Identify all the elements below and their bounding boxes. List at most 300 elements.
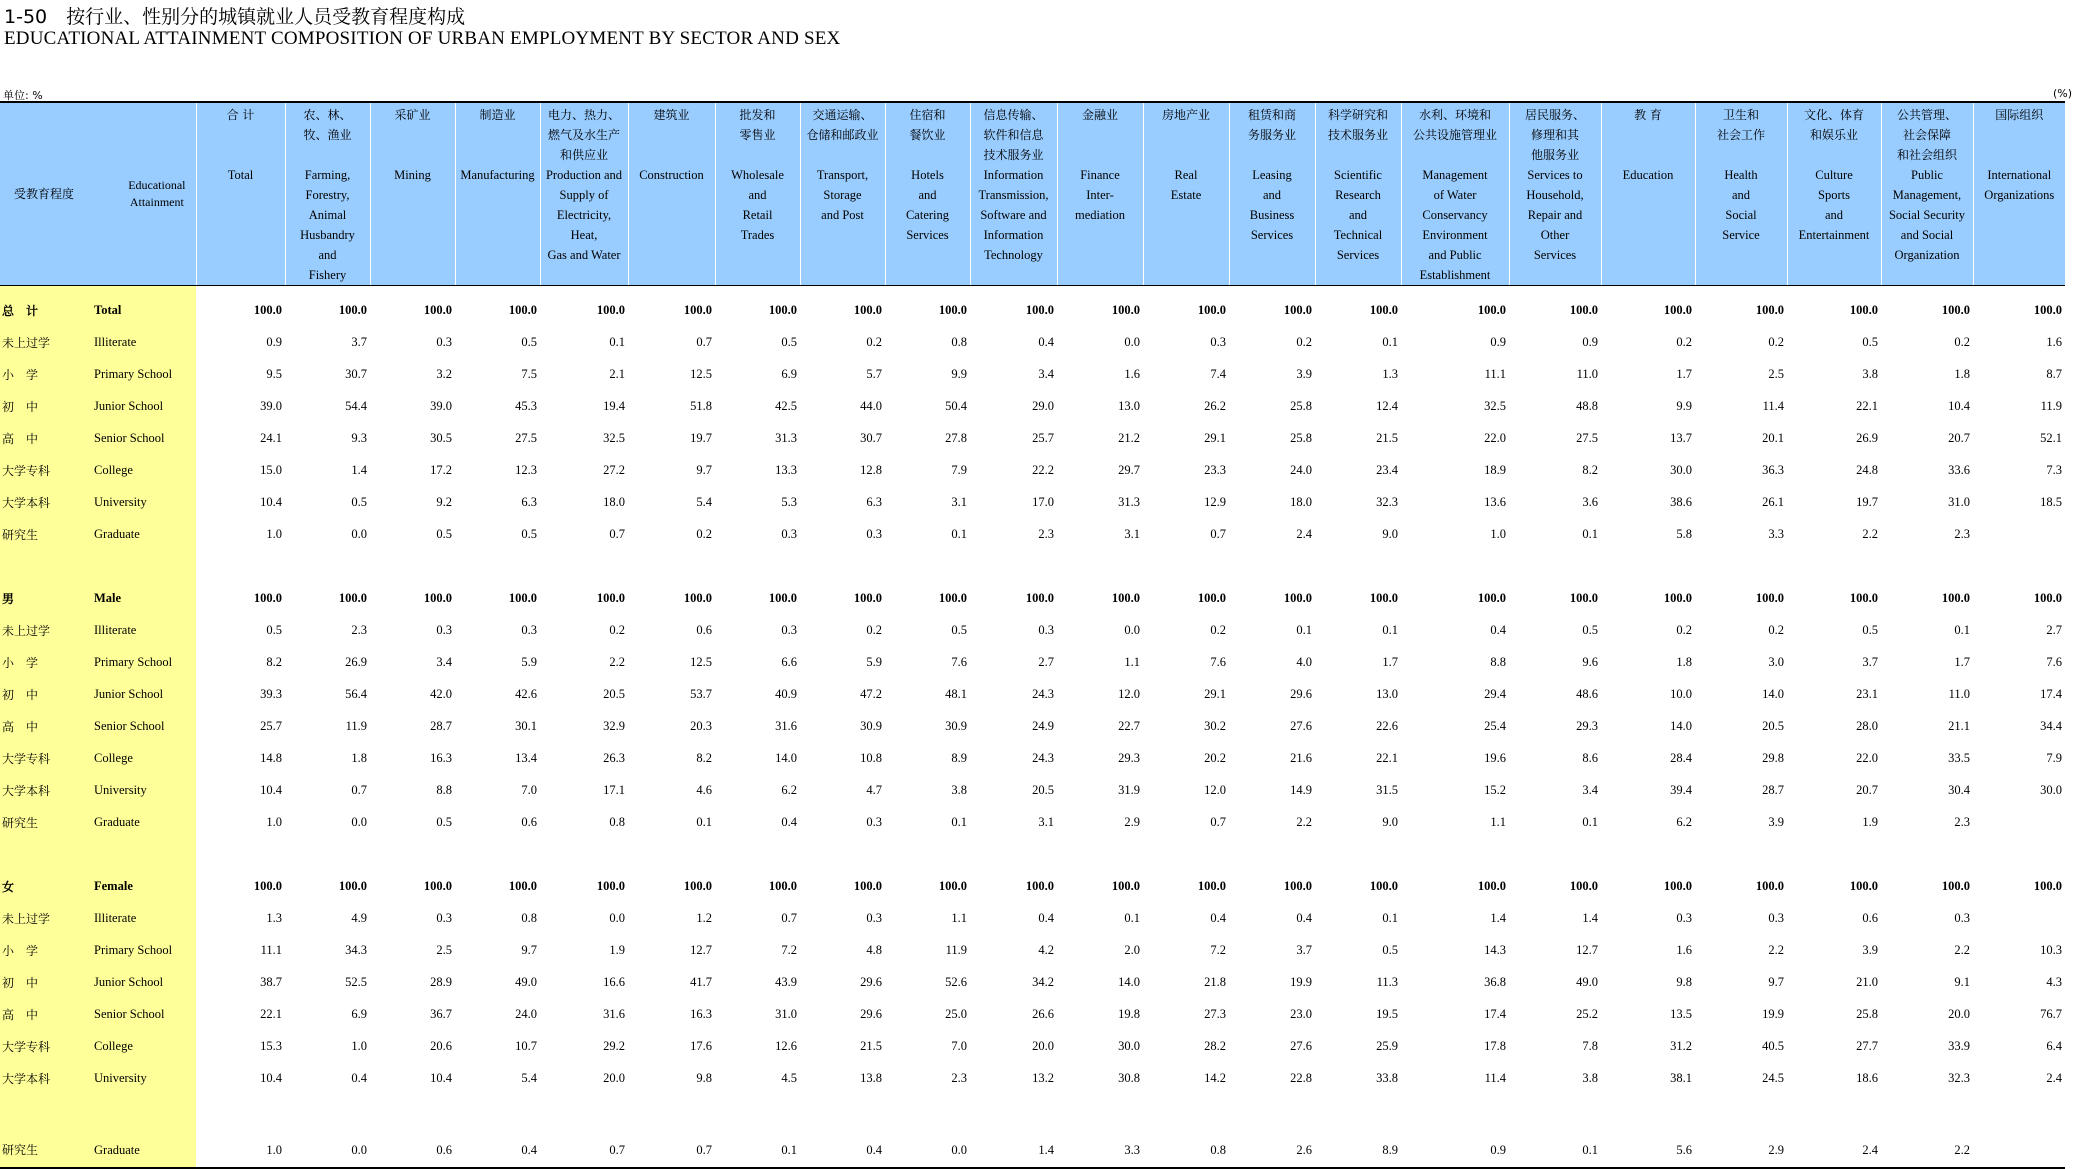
table-cell: 1.4 (970, 1094, 1057, 1168)
table-cell: 31.3 (775, 430, 797, 445)
table-cell: 27.2 (603, 462, 625, 477)
column-header-chinese: 国际组织 (1995, 108, 2044, 122)
table-cell: 31.0 (775, 1006, 797, 1021)
row-label-english: Primary School (92, 646, 196, 678)
table-cell: 25.8 (1290, 398, 1312, 413)
table-row (0, 998, 2065, 1030)
table-cell: 20.5 (1762, 718, 1784, 733)
table-cell: 0.0 (1124, 622, 1140, 637)
table-cell: 3.4 (436, 654, 452, 669)
stub-header (0, 113, 196, 276)
table-cell: 7.6 (951, 654, 967, 669)
column-header-english: Scientific Research and Technical Services (1333, 168, 1383, 262)
table-cell: 56.4 (345, 686, 367, 701)
table-cell: 2.0 (1124, 942, 1140, 957)
table-cell: 1.8 (1676, 654, 1692, 669)
table-cell (1973, 1094, 2065, 1168)
table-cell: 2.4 (1787, 1094, 1881, 1168)
table-cell: 1.1 (1490, 814, 1506, 829)
table-cell: 9.6 (1582, 654, 1598, 669)
table-cell: 5.6 (1601, 1094, 1695, 1168)
table-cell: 6.2 (781, 782, 797, 797)
table-cell: 0.4 (1296, 910, 1312, 925)
table-cell: 19.7 (690, 430, 712, 445)
table-cell: 3.9 (1862, 942, 1878, 957)
column-header-chinese: 建筑业 (653, 108, 690, 122)
table-cell: 27.5 (1576, 430, 1598, 445)
spacer-cell-english (92, 550, 196, 582)
column-header (1695, 102, 1787, 286)
column-header-english: Health and Social Service (1722, 168, 1760, 242)
table-cell: 0.0 (1124, 334, 1140, 349)
table-cell: 20.0 (1032, 1038, 1054, 1053)
table-cell: 10.8 (860, 750, 882, 765)
table-cell: 100.0 (508, 878, 537, 893)
spacer-cell (715, 838, 800, 870)
table-cell: 30.9 (860, 718, 882, 733)
table-cell: 5.9 (866, 654, 882, 669)
table-cell: 13.0 (1376, 686, 1398, 701)
table-cell: 0.3 (866, 526, 882, 541)
spacer-row (0, 838, 2065, 870)
table-cell: 9.5 (266, 366, 282, 381)
table-cell: 7.9 (2046, 750, 2062, 765)
table-cell: 24.1 (260, 430, 282, 445)
spacer-cell (540, 838, 628, 870)
table-cell: 8.6 (1582, 750, 1598, 765)
table-cell: 0.1 (715, 1094, 800, 1168)
table-cell: 100.0 (853, 590, 882, 605)
column-header-chinese: 批发和 零售业 (739, 108, 776, 142)
table-cell: 100.0 (1283, 878, 1312, 893)
table-cell: 100.0 (508, 302, 537, 317)
header-row (0, 102, 2065, 286)
table-cell: 0.2 (1954, 334, 1970, 349)
table-cell: 100.0 (338, 878, 367, 893)
table-cell: 0.0 (351, 814, 367, 829)
table-cell: 9.2 (436, 494, 452, 509)
table-cell: 1.6 (2046, 334, 2062, 349)
column-header (628, 102, 715, 286)
table-cell: 6.6 (781, 654, 797, 669)
column-header-chinese: 水利、环境和 公共设施管理业 (1412, 108, 1497, 142)
column-header (1973, 102, 2065, 286)
table-cell: 4.2 (1038, 942, 1054, 957)
table-cell: 27.3 (1204, 1006, 1226, 1021)
table-cell: 100.0 (1477, 590, 1506, 605)
table-cell: 4.6 (696, 782, 712, 797)
table-cell: 0.8 (951, 334, 967, 349)
table-cell: 100.0 (1025, 590, 1054, 605)
row-label-english: Senior School (92, 998, 196, 1030)
table-cell: 1.0 (196, 1094, 285, 1168)
table-cell: 33.6 (1948, 462, 1970, 477)
column-header-english: Mining (394, 168, 431, 182)
table-cell: 3.2 (436, 366, 452, 381)
table-cell: 21.5 (1376, 430, 1398, 445)
table-cell: 29.1 (1204, 686, 1226, 701)
table-cell: 100.0 (253, 590, 282, 605)
table-cell: 0.4 (1490, 622, 1506, 637)
table-cell: 22.7 (1118, 718, 1140, 733)
table-cell: 100.0 (1197, 878, 1226, 893)
column-header-english: Culture Sports and Entertainment (1798, 168, 1870, 242)
table-cell: 2.7 (1038, 654, 1054, 669)
table-cell: 100.0 (768, 878, 797, 893)
table-cell: 0.7 (1210, 814, 1226, 829)
table-cell: 9.1 (1954, 974, 1970, 989)
table-title-english: EDUCATIONAL ATTAINMENT COMPOSITION OF URBAN EMPLOYMENT BY SECTOR AND SEX (4, 28, 841, 49)
spacer-cell (800, 550, 885, 582)
table-cell: 1.6 (1124, 366, 1140, 381)
table-row (0, 454, 2065, 486)
table-cell: 2.2 (1296, 814, 1312, 829)
table-cell: 2.3 (1038, 526, 1054, 541)
column-header-chinese: 采矿业 (394, 108, 431, 122)
spacer-cell (1229, 550, 1315, 582)
table-cell: 14.0 (1670, 718, 1692, 733)
table-cell: 49.0 (515, 974, 537, 989)
table-cell: 32.5 (603, 430, 625, 445)
table-cell: 0.4 (800, 1094, 885, 1168)
table-cell: 44.0 (860, 398, 882, 413)
table-cell: 21.8 (1204, 974, 1226, 989)
column-header-english: Leasing and Business Services (1249, 168, 1295, 242)
spacer-cell (285, 838, 370, 870)
row-label-chinese: 总 计 (0, 286, 92, 327)
spacer-cell (1143, 838, 1229, 870)
column-header-chinese: 文化、体育 和娱乐业 (1803, 108, 1864, 142)
column-header (1229, 102, 1315, 286)
table-cell: 1.8 (1954, 366, 1970, 381)
table-row (0, 390, 2065, 422)
table-cell: 41.7 (690, 974, 712, 989)
table-cell: 4.8 (866, 942, 882, 957)
table-cell: 1.3 (1382, 366, 1398, 381)
table-cell: 100.0 (853, 302, 882, 317)
table-cell: 7.8 (1582, 1038, 1598, 1053)
row-label-chinese: 大学本科 (0, 1062, 92, 1094)
table-cell: 100.0 (596, 878, 625, 893)
column-header-english: International Organizations (1984, 168, 2055, 202)
row-label-english: Graduate (92, 1094, 196, 1168)
column-header-chinese: 农、林、 牧、渔业 (303, 108, 352, 142)
column-header (970, 102, 1057, 286)
table-cell: 17.2 (430, 462, 452, 477)
table-cell: 0.2 (866, 622, 882, 637)
table-cell: 12.5 (690, 366, 712, 381)
table-cell: 30.4 (1948, 782, 1970, 797)
table-cell: 100.0 (1369, 302, 1398, 317)
spacer-cell (1401, 838, 1509, 870)
table-cell: 6.3 (521, 494, 537, 509)
spacer-cell (1229, 838, 1315, 870)
table-cell: 27.6 (1290, 718, 1312, 733)
table-cell: 51.8 (690, 398, 712, 413)
table-row (0, 582, 2065, 614)
table-cell: 19.7 (1856, 494, 1878, 509)
table-cell: 52.6 (945, 974, 967, 989)
unit-label-english: (%) (2052, 87, 2072, 100)
table-row (0, 902, 2065, 934)
spacer-cell (970, 838, 1057, 870)
table-cell: 31.6 (603, 1006, 625, 1021)
table-cell: 100.0 (938, 590, 967, 605)
data-table (0, 101, 2065, 1169)
column-header-chinese: 住宿和 餐饮业 (909, 108, 946, 142)
table-cell: 20.3 (690, 718, 712, 733)
table-cell: 100.0 (683, 878, 712, 893)
spacer-cell-english (92, 838, 196, 870)
table-cell: 11.4 (1484, 1070, 1506, 1085)
table-cell: 31.3 (1118, 494, 1140, 509)
column-header (285, 102, 370, 286)
table-cell: 3.9 (1296, 366, 1312, 381)
column-header (1601, 102, 1695, 286)
column-header-english: Manufacturing (460, 168, 535, 182)
table-cell: 20.7 (1948, 430, 1970, 445)
table-cell: 100.0 (1663, 878, 1692, 893)
row-label-chinese: 大学专科 (0, 742, 92, 774)
column-header (1315, 102, 1401, 286)
table-cell: 100.0 (1197, 590, 1226, 605)
table-cell: 1.7 (1954, 654, 1970, 669)
table-cell: 29.1 (1204, 430, 1226, 445)
row-label-chinese: 男 (0, 582, 92, 614)
table-cell: 49.0 (1576, 974, 1598, 989)
table-cell: 2.2 (1862, 526, 1878, 541)
table-cell: 0.9 (266, 334, 282, 349)
table-cell: 6.9 (351, 1006, 367, 1021)
table-cell: 100.0 (1755, 878, 1784, 893)
table-cell: 0.3 (436, 622, 452, 637)
table-cell: 0.8 (609, 814, 625, 829)
spacer-cell (1973, 550, 2065, 582)
table-cell: 100.0 (1941, 590, 1970, 605)
column-header (800, 102, 885, 286)
table-cell: 100.0 (596, 302, 625, 317)
table-cell: 0.6 (521, 814, 537, 829)
column-header-english: Management of Water Conservancy Environment and Public Establishment (1419, 168, 1491, 282)
spacer-cell (885, 550, 970, 582)
table-cell: 100.0 (768, 302, 797, 317)
table-cell: 0.3 (1210, 334, 1226, 349)
spacer-cell (1601, 838, 1695, 870)
table-cell: 27.8 (945, 430, 967, 445)
table-cell: 2.5 (1768, 366, 1784, 381)
spacer-cell (1881, 550, 1973, 582)
row-label-english: Illiterate (92, 902, 196, 934)
table-cell: 18.5 (2040, 494, 2062, 509)
table-cell: 4.9 (351, 910, 367, 925)
table-cell: 1.0 (351, 1038, 367, 1053)
table-cell: 6.4 (2046, 1038, 2062, 1053)
table-cell: 12.7 (1576, 942, 1598, 957)
table-cell: 13.5 (1670, 1006, 1692, 1021)
table-cell: 22.1 (260, 1006, 282, 1021)
table-cell: 17.6 (690, 1038, 712, 1053)
row-label-english: Total (92, 286, 196, 327)
table-cell: 0.8 (521, 910, 537, 925)
table-row (0, 806, 2065, 838)
row-label-english: University (92, 486, 196, 518)
spacer-cell (455, 838, 540, 870)
table-cell: 25.7 (1032, 430, 1054, 445)
column-header-english: Public Management, Social Security and Social Organization (1888, 168, 1966, 262)
table-cell: 1.1 (1124, 654, 1140, 669)
table-cell: 25.9 (1376, 1038, 1398, 1053)
table-cell: 7.0 (951, 1038, 967, 1053)
table-row (0, 710, 2065, 742)
spacer-cell (628, 550, 715, 582)
table-cell: 27.5 (515, 430, 537, 445)
table-cell: 7.2 (781, 942, 797, 957)
table-cell: 100.0 (1197, 302, 1226, 317)
table-cell: 18.6 (1856, 1070, 1878, 1085)
table-cell: 0.4 (781, 814, 797, 829)
table-row (0, 1094, 2065, 1168)
table-cell: 0.5 (781, 334, 797, 349)
table-cell: 0.0 (351, 526, 367, 541)
table-cell: 36.3 (1762, 462, 1784, 477)
table-cell: 100.0 (423, 878, 452, 893)
table-cell: 10.0 (1670, 686, 1692, 701)
table-cell: 39.3 (260, 686, 282, 701)
table-cell: 8.9 (951, 750, 967, 765)
table-cell: 21.6 (1290, 750, 1312, 765)
table-cell: 2.6 (1229, 1094, 1315, 1168)
spacer-cell-chinese (0, 838, 92, 870)
table-cell: 1.8 (351, 750, 367, 765)
table-cell: 4.3 (2046, 974, 2062, 989)
table-cell: 19.4 (603, 398, 625, 413)
table-cell: 0.3 (436, 910, 452, 925)
table-cell: 15.3 (260, 1038, 282, 1053)
table-cell: 42.6 (515, 686, 537, 701)
table-cell: 53.7 (690, 686, 712, 701)
table-cell: 29.6 (860, 1006, 882, 1021)
table-cell: 25.8 (1290, 430, 1312, 445)
table-cell: 9.7 (1768, 974, 1784, 989)
table-row (0, 486, 2065, 518)
table-cell: 47.2 (860, 686, 882, 701)
table-cell: 14.0 (1118, 974, 1140, 989)
table-cell: 100.0 (938, 878, 967, 893)
row-label-chinese: 大学专科 (0, 1030, 92, 1062)
table-cell: 100.0 (423, 590, 452, 605)
column-header (1401, 102, 1509, 286)
column-header (540, 102, 628, 286)
row-label-english: Senior School (92, 710, 196, 742)
table-cell: 0.7 (609, 526, 625, 541)
table-cell: 3.7 (1296, 942, 1312, 957)
table-cell: 28.2 (1204, 1038, 1226, 1053)
table-cell: 29.3 (1118, 750, 1140, 765)
spacer-cell (628, 838, 715, 870)
table-cell: 9.8 (696, 1070, 712, 1085)
table-cell: 0.9 (1401, 1094, 1509, 1168)
table-cell: 100.0 (1369, 590, 1398, 605)
table-cell: 5.4 (696, 494, 712, 509)
table-cell: 2.4 (2046, 1070, 2062, 1085)
table-cell: 3.7 (1862, 654, 1878, 669)
table-cell: 29.7 (1118, 462, 1140, 477)
table-cell: 3.1 (1124, 526, 1140, 541)
table-cell: 29.8 (1762, 750, 1784, 765)
table-cell: 29.4 (1484, 686, 1506, 701)
row-label-english: Senior School (92, 422, 196, 454)
table-cell: 26.9 (1856, 430, 1878, 445)
column-header-chinese: 信息传输、 软件和信息 技术服务业 (983, 108, 1044, 162)
table-cell: 2.2 (1881, 1094, 1973, 1168)
table-cell: 0.1 (609, 334, 625, 349)
table-cell: 100.0 (1941, 878, 1970, 893)
spacer-cell (1695, 838, 1787, 870)
table-cell: 8.8 (1490, 654, 1506, 669)
column-header (455, 102, 540, 286)
table-cell: 32.3 (1376, 494, 1398, 509)
table-cell: 0.6 (696, 622, 712, 637)
row-label-english: University (92, 774, 196, 806)
table-cell: 3.0 (1768, 654, 1784, 669)
table-cell: 31.0 (1948, 494, 1970, 509)
table-cell: 34.4 (2040, 718, 2062, 733)
table-cell: 23.3 (1204, 462, 1226, 477)
table-cell: 100.0 (1111, 590, 1140, 605)
table-cell: 48.8 (1576, 398, 1598, 413)
table-cell: 0.0 (609, 910, 625, 925)
table-cell: 18.0 (603, 494, 625, 509)
spacer-cell (1509, 550, 1601, 582)
table-cell: 9.9 (951, 366, 967, 381)
table-cell: 14.9 (1290, 782, 1312, 797)
table-cell: 100.0 (1111, 878, 1140, 893)
table-cell: 0.5 (521, 334, 537, 349)
table-cell: 22.8 (1290, 1070, 1312, 1085)
table-cell: 0.1 (1582, 526, 1598, 541)
row-label-chinese: 大学本科 (0, 486, 92, 518)
table-row (0, 1062, 2065, 1094)
spacer-cell (970, 550, 1057, 582)
table-cell: 52.1 (2040, 430, 2062, 445)
table-cell: 24.3 (1032, 750, 1054, 765)
table-cell: 100.0 (508, 590, 537, 605)
table-cell: 0.8 (1143, 1094, 1229, 1168)
table-cell: 9.3 (351, 430, 367, 445)
table-cell: 26.6 (1032, 1006, 1054, 1021)
table-cell: 31.2 (1670, 1038, 1692, 1053)
table-cell: 0.4 (1038, 910, 1054, 925)
table-cell: 1.2 (696, 910, 712, 925)
table-cell: 0.1 (951, 526, 967, 541)
table-cell: 2.3 (1954, 814, 1970, 829)
table-cell: 18.0 (1290, 494, 1312, 509)
column-header-chinese: 房地产业 (1161, 108, 1210, 122)
table-cell: 0.9 (1582, 334, 1598, 349)
table-cell: 38.1 (1670, 1070, 1692, 1085)
table-cell: 0.5 (351, 494, 367, 509)
table-row (0, 646, 2065, 678)
table-cell: 0.1 (1382, 622, 1398, 637)
table-cell: 3.1 (1038, 814, 1054, 829)
table-cell: 43.9 (775, 974, 797, 989)
table-cell: 39.0 (260, 398, 282, 413)
table-cell: 7.6 (1210, 654, 1226, 669)
table-cell: 22.1 (1376, 750, 1398, 765)
table-cell: 2.5 (436, 942, 452, 957)
table-row (0, 286, 2065, 327)
table-cell: 9.9 (1676, 398, 1692, 413)
